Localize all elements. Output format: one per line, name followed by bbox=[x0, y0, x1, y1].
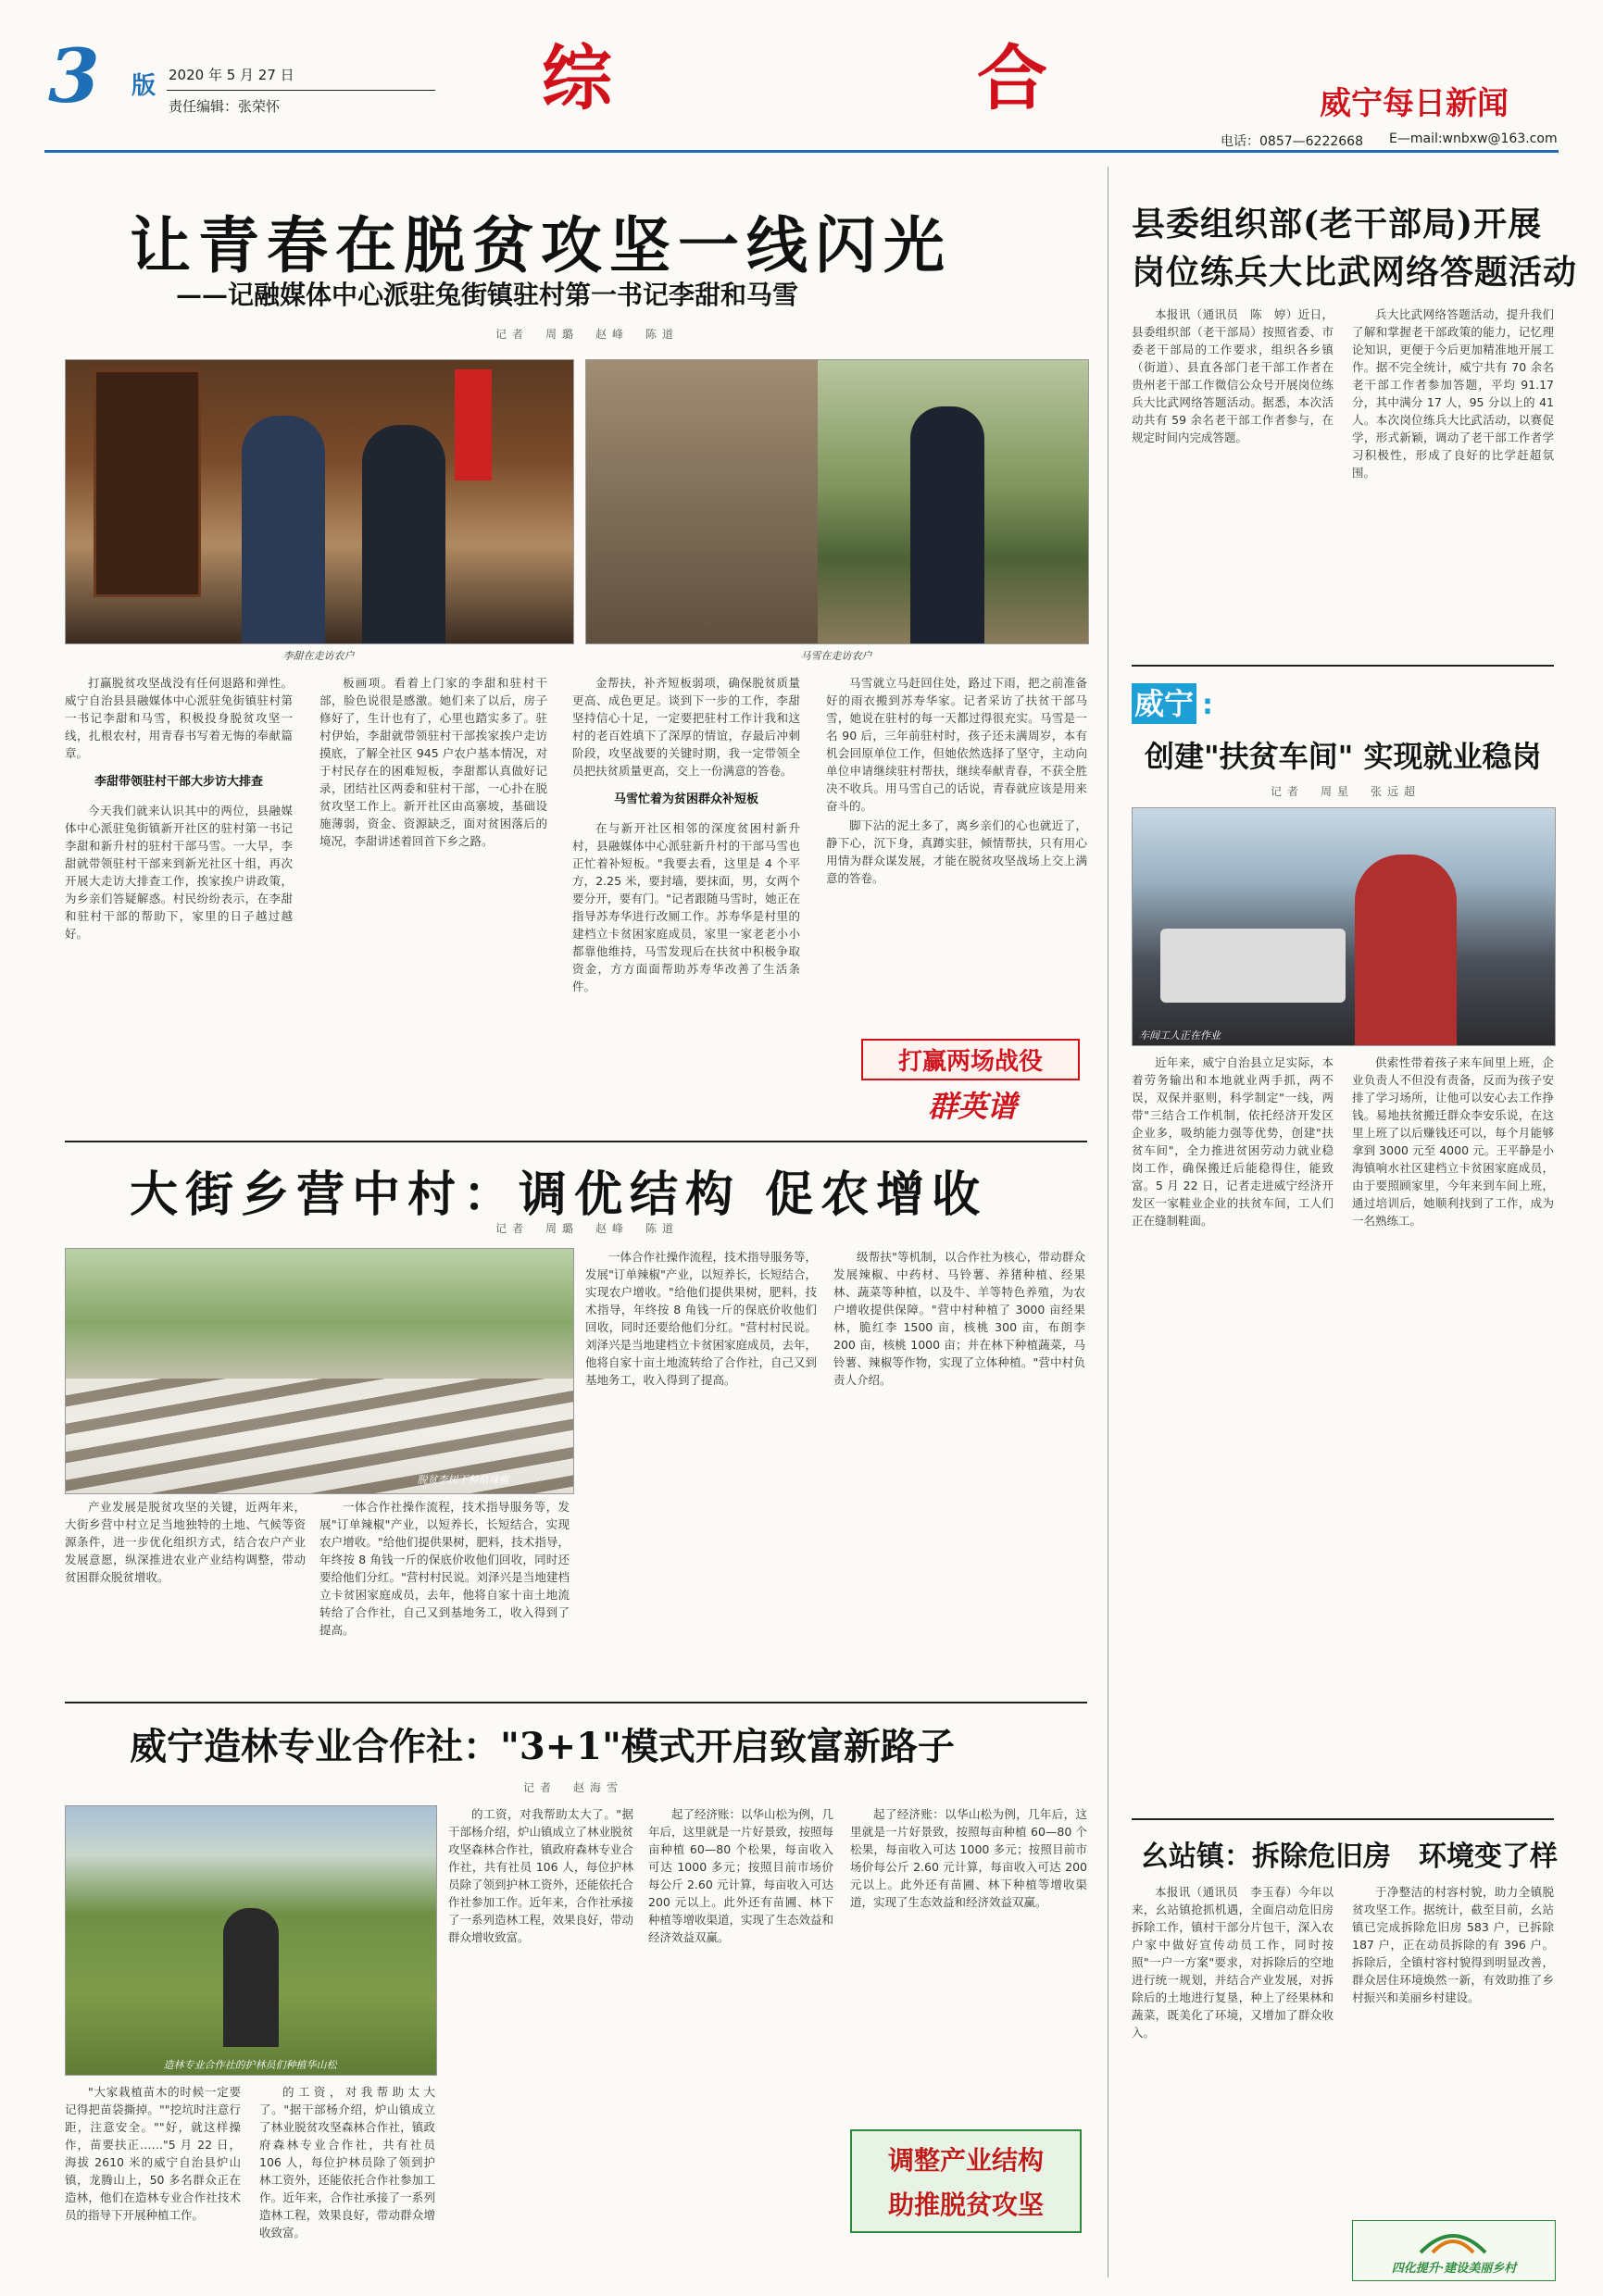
page-number: 3 bbox=[48, 32, 100, 119]
article-1-subtitle: ——记融媒体中心派驻兔街镇驻村第一书记李甜和马雪 bbox=[176, 280, 799, 310]
article-6-column-1 bbox=[1132, 1883, 1334, 2272]
article-1-col-4-para-1: 马雪就立马赶回住处，路过下雨，把之前准备好的雨衣搬到苏寿华家。记者采访了扶贫干部马雪，她说在驻村的每一天都过得很充实。马雪是一名 90 后，三年前驻村时，孩子还未满周岁，本有机会回原单位工作，但她依然选择了坚守，主动向单位申请继续驻村帮扶，继续奉献青春，不获全胜决不收兵。用马雪自己的话说，青春就应该是用来奋斗的。 bbox=[826, 676, 1087, 813]
masthead-phone: 电话：0857—6222668 bbox=[1221, 134, 1363, 149]
article-1-col-3-para-2: 在与新开社区相邻的深度贫困村新升村，县融媒体中心派驻新升村的干部马雪也正忙着补短板。"我要去看，这里是 4 个平方，2.25 米，要封墙，要抹面，男，女两个要分开，要有门。"记者跟随马雪时，她正在指导苏寿华进行改厕工作。苏寿华是村里的建档立卡贫困家庭成员，家里一家老老小小都靠他维持，马雪发现后在扶贫中积极争取资金，方方面面帮助苏寿华改善了生活条件。 bbox=[572, 821, 800, 993]
article-6-column-2 bbox=[1352, 1883, 1554, 2216]
article-5-column-4 bbox=[648, 1805, 833, 2282]
article-2-title-line-2: 岗位练兵大比武网络答题活动 bbox=[1132, 253, 1578, 292]
article-3-title: 创建"扶贫车间" 实现就业稳岗 bbox=[1145, 739, 1542, 774]
article-4-byline: 记者 周璐 赵峰 陈道 bbox=[495, 1222, 680, 1235]
article-3-region-label: 威宁 bbox=[1132, 683, 1196, 724]
article-1-col-1-para-2: 今天我们就来认识其中的两位，县融媒体中心派驻兔街镇新开社区的驻村第一书记李甜和新升村的驻村干部马雪。一大早，李甜就带领驻村干部来到新光社区十组，再次开展大走访大排查工作，挨家挨户讲政策，为乡亲们答疑解惑。村民纷纷表示，在李甜和驻村干部的帮助下，家里的日子越过越好。 bbox=[65, 804, 293, 941]
article-1-col-1-para-1: 打赢脱贫攻坚战没有任何退路和弹性。威宁自治县县融媒体中心派驻兔街镇驻村第一书记李甜和马雪，积极投身脱贫攻坚一线，扎根农村，用青春书写着无悔的奉献篇章。 bbox=[65, 676, 293, 760]
article-6-col-2-para: 于净整洁的村容村貌，助力全镇脱贫攻坚工作。据统计，截至目前，幺站镇已完成拆除危旧房 583 户，已拆除 187 户，正在动员拆除的有 396 户。拆除后，全镇村容村貌得到明显改善，群众居住环境焕然一新，有效助推了乡村振兴和美丽乡村建设。 bbox=[1352, 1885, 1554, 2004]
village-logo-icon bbox=[1416, 2223, 1490, 2254]
issue-date: 2020 年 5 月 27 日 bbox=[169, 67, 294, 83]
article-1-col-2-para-1: 板画项。看着上门家的李甜和驻村干部，脸色说很是感激。她们来了以后，房子修好了，生计也有了，心里也踏实多了。驻村伊始，李甜就带领驻村干部挨家挨户走访摸底，了解全社区 945 户农户基本情况，对于村民存在的困难短板，李甜都认真做好记录，团结社区两委和驻村干部，一心扑在脱贫攻坚工作上。新开社区由高寨坡，基础设施薄弱，资金、资源缺乏，面对贫困落后的境况，李甜讲述着回首下乡之路。 bbox=[319, 676, 547, 848]
article-5-column-3 bbox=[448, 1805, 633, 2282]
editor-credit: 责任编辑：张荣怀 bbox=[169, 98, 281, 115]
article-2-bottom-rule bbox=[1132, 665, 1554, 667]
photo-person-2 bbox=[362, 425, 445, 643]
article-1-photo-2 bbox=[585, 359, 1089, 644]
photo-sewing-machine bbox=[1160, 929, 1346, 1003]
article-5-byline: 记者 赵海雪 bbox=[523, 1781, 624, 1794]
article-5-col-3-para: 的工资，对我帮助太大了。"据干部杨介绍，炉山镇成立了林业脱贫攻坚森林合作社，镇政府森林专业合作社，共有社员 106 人，每位护林员除了领到护林工资外，还能依托合作社参加工作。近年来，合作社承接了一系列造林工程，效果良好，带动群众增收致富。 bbox=[448, 1807, 633, 1944]
article-5-col-5-para: 起了经济账：以华山松为例，几年后，这里就是一片好景致，按照每亩种植 60—80 个松果，每亩收入可达 1000 多元；按照目前市场价每公斤 2.60 元计算，每亩收入可达 200 元以上。此外还有苗圃、林下种植等增收渠道，实现了生态效益和经济效益双赢。 bbox=[850, 1807, 1087, 1909]
article-1-col-3-para-1: 金帮扶，补齐短板弱项，确保脱贫质量更高、成色更足。谈到下一步的工作，李甜坚持信心十足，一定要把驻村工作计我和这村的老百姓填下了深厚的情谊，存最后冲刺阶段，攻坚战要的关键时期，我一定带领全员把扶贫质量更高，交上一份满意的答卷。 bbox=[572, 676, 800, 778]
article-2-col-1-para: 本报讯（通讯员 陈 婷）近日，县委组织部（老干部局）按照省委、市委老干部局的工作要求，组织各乡镇（街道）、县直各部门老干部工作者在贵州老干部工作微信公众号开展岗位练兵大比武网络答题活动。据悉，本次活动共有 59 余名老干部工作者参与，在规定时间内完成答题。 bbox=[1132, 307, 1334, 444]
masthead-email: E—mail:wnbxw@163.com bbox=[1389, 131, 1558, 146]
page-suffix: 版 bbox=[131, 72, 157, 100]
article-2-column-1 bbox=[1132, 306, 1334, 657]
article-5-banner-line-2: 助推脱贫攻坚 bbox=[887, 2190, 1044, 2220]
article-6-logo bbox=[1352, 2220, 1556, 2281]
photo-house-wall bbox=[586, 360, 818, 643]
newspaper-name: 威宁每日新闻 bbox=[1320, 85, 1509, 122]
article-1-banner bbox=[861, 1039, 1076, 1131]
photo-person-3 bbox=[910, 406, 984, 643]
article-4-col-4-para: 级帮扶"等机制，以合作社为核心，带动群众发展辣椒、中药材、马铃薯、养猪种植、经果林、蔬菜等种植，以及牛、羊等特色养殖，为农户增收提供保障。"营中村种植了 3000 亩经果林，脆红李 1500 亩，核桃 300 亩，布朗李 200 亩，核桃 1000 亩；并在林下种植蔬菜，马铃薯、辣椒等作物，实现了立体种植。"营中村负责人介绍。 bbox=[833, 1250, 1085, 1387]
photo-person-1 bbox=[242, 416, 325, 643]
article-1-caption-2: 马雪在走访农户 bbox=[800, 650, 872, 662]
article-2-col-2-para: 兵大比武网络答题活动，提升我们了解和掌握老干部政策的能力，记忆理论知识，更便于今后更加精准地开展工作。据不完全统计，威宁共有 70 余名老干部工作者参加答题，平均 91.17 分，其中满分 17 人，95 分以上的 41 人。本次岗位练兵大比武活动，以赛促学，形式新颖，调动了老干部工作者学习积极性，形成了良好的比学赶超氛围。 bbox=[1352, 307, 1554, 480]
article-3-photo bbox=[1132, 807, 1556, 1046]
article-5-column-1 bbox=[65, 2083, 241, 2282]
masthead-date-rule bbox=[167, 90, 435, 91]
article-1-col-4-para-2: 脚下沾的泥土多了，离乡亲们的心也就近了，静下心，沉下身，真蹲实驻，倾情帮扶，只有用心用情为群众谋发展，才能在脱贫攻坚战场上交上满意的答卷。 bbox=[826, 818, 1087, 885]
article-1-title: 让青春在脱贫攻坚一线闪光 bbox=[130, 209, 952, 281]
section-title-char-1: 综 bbox=[542, 37, 612, 119]
article-5-banner bbox=[850, 2129, 1082, 2233]
article-6-col-1-para: 本报讯（通讯员 李玉春）今年以来，幺站镇抢抓机遇，全面启动危旧房拆除工作，镇村干部分片包干，深入农户家中做好宣传动员工作，同时按照"一户一方案"要求，对拆除后的空地进行统一规划，并结合产业发展，对拆除后的土地进行复垦，种上了经果林和蔬菜，既美化了环境，又增加了群众收入。 bbox=[1132, 1885, 1334, 2040]
article-3-column-2 bbox=[1352, 1054, 1554, 1813]
article-1-caption-1: 李甜在走访农户 bbox=[282, 650, 355, 662]
article-1-subhead-2: 马雪忙着为贫困群众补短板 bbox=[613, 792, 758, 806]
article-1-banner-line-2: 群英谱 bbox=[927, 1089, 1017, 1124]
masthead-rule bbox=[44, 150, 1559, 153]
article-1-subhead-1: 李甜带领驻村干部大步访大排查 bbox=[94, 775, 263, 789]
article-3-col-2-para: 供索性带着孩子来车间里上班，企业负责人不但没有责备，反而为孩子安排了学习场所，让他可以安心去工作挣钱。易地扶贫搬迁群众李安乐说，在这里上班了以后赚钱还可以，每个月能够拿到 3000 元至 4000 元。王平静是小海镇响水社区建档立卡贫困家庭成员，由于要照顾家里，今年来到车间上班，通过培训后，她顺利找到了工作，成为一名熟练工。 bbox=[1352, 1055, 1554, 1228]
article-4-column-1 bbox=[65, 1498, 306, 1694]
article-5-banner-line-1: 调整产业结构 bbox=[887, 2145, 1044, 2176]
article-1-column-4 bbox=[826, 674, 1087, 1035]
article-2-title-line-1: 县委组织部(老干部局)开展 bbox=[1132, 205, 1543, 243]
article-3-region-colon-icon: : bbox=[1202, 689, 1213, 721]
article-5-column-2 bbox=[259, 2083, 435, 2282]
article-4-col-1-para: 产业发展是脱贫攻坚的关键，近两年来，大街乡营中村立足当地独特的土地、气候等资源条件，进一步优化组织方式，结合农户产业发展意愿，纵深推进农业产业结构调整，带动贫困群众脱贫增收。 bbox=[65, 1500, 306, 1584]
article-2-column-2 bbox=[1352, 306, 1554, 657]
article-4-col-3-para: 一体合作社操作流程，技术指导服务等，发展"订单辣椒"产业，以短养长，长短结合，实现农户增收。"给他们提供果树，肥料，技术指导，年终按 8 角钱一斤的保底价收他们回收，同时还要给他们分红。"营村村民说。刘泽兴是当地建档立卡贫困家庭成员，去年，他将自家十亩土地流转给了合作社，自己又到基地务工，收入得到了提高。 bbox=[585, 1250, 817, 1387]
article-6-title: 幺站镇：拆除危旧房 环境变了样 bbox=[1141, 1841, 1558, 1873]
photo-planter bbox=[223, 1908, 279, 2047]
article-3-photo-caption: 车间工人正在作业 bbox=[1139, 1029, 1221, 1042]
section-title-char-2: 合 bbox=[977, 37, 1047, 119]
article-4-title: 大街乡营中村：调优结构 促农增收 bbox=[130, 1167, 988, 1223]
article-5-photo-caption: 造林专业合作社的护林员们种植华山松 bbox=[163, 2059, 337, 2071]
article-5-column-5 bbox=[850, 1805, 1087, 2120]
article-5-photo bbox=[65, 1805, 437, 2076]
article-4-photo bbox=[65, 1248, 574, 1494]
article-4-col-2-para: 一体合作社操作流程，技术指导服务等，发展"订单辣椒"产业，以短养长，长短结合，实现农户增收。"给他们提供果树，肥料，技术指导，年终按 8 角钱一斤的保底价收他们回收，同时还要给他们分红。"营村村民说。刘泽兴是当地建档立卡贫困家庭成员，去年，他将自家十亩土地流转给了合作社，自己又到基地务工，收入得到了提高。 bbox=[319, 1500, 570, 1637]
article-6-logo-text: 四化提升·建设美丽乡村 bbox=[1391, 2262, 1517, 2276]
article-3-byline: 记者 周星 张远超 bbox=[1271, 785, 1421, 798]
article-1-photo-1 bbox=[65, 359, 574, 644]
article-1-byline: 记者 周璐 赵峰 陈道 bbox=[495, 328, 680, 341]
article-5-title: 威宁造林专业合作社："3+1"模式开启致富新路子 bbox=[130, 1725, 955, 1768]
photo-worker bbox=[1355, 855, 1457, 1045]
photo-couplet bbox=[455, 369, 492, 480]
article-5-col-2-para: 的工资，对我帮助太大了。"据干部杨介绍，炉山镇成立了林业脱贫攻坚森林合作社，镇政府森林专业合作社，共有社员 106 人，每位护林员除了领到护林工资外，还能依托合作社参加工作。近年来，合作社承接了一系列造林工程，效果良好，带动群众增收致富。 bbox=[259, 2085, 435, 2240]
photo-door-panel bbox=[94, 369, 201, 597]
article-4-column-3 bbox=[585, 1248, 817, 1694]
article-3-bottom-rule bbox=[1132, 1818, 1554, 1820]
article-5-col-1-para: "大家栽植苗木的时候一定要记得把苗袋撕掉。""挖坑时注意行距，注意安全。""好，就这样操作，苗要扶正……"5 月 22 日，海拔 2610 米的威宁自治县炉山镇，龙腾山上，50 多名群众正在造林，他们在造林专业合作社技术员的指导下开展种植工作。 bbox=[65, 2085, 241, 2222]
article-5-col-4-para: 起了经济账：以华山松为例，几年后，这里就是一片好景致，按照每亩种植 60—80 个松果，每亩收入可达 1000 多元；按照目前市场价每公斤 2.60 元计算，每亩收入可达 200 元以上。此外还有苗圃、林下种植等增收渠道，实现了生态效益和经济效益双赢。 bbox=[648, 1807, 833, 1944]
article-1-banner-line-1: 打赢两场战役 bbox=[861, 1039, 1080, 1080]
article-3-col-1-para: 近年来，威宁自治县立足实际，本着劳务输出和本地就业两手抓，两不误，双保并驱则，科学制定"一线，两带"三结合工作机制，依托经济开发区企业多，吸纳能力强等优势，创建"扶贫车间"，全力推进贫困劳动力就业稳岗工作，确保搬迁后能稳得住，能致富。5 月 22 日，记者走进威宁经济开发区一家鞋业企业的扶贫车间，工人们正在缝制鞋面。 bbox=[1132, 1055, 1334, 1228]
article-4-column-2 bbox=[319, 1498, 570, 1694]
article-4-bottom-rule bbox=[65, 1702, 1087, 1703]
article-3-column-1 bbox=[1132, 1054, 1334, 1813]
article-4-column-4 bbox=[833, 1248, 1085, 1694]
article-1-bottom-rule bbox=[65, 1141, 1087, 1142]
article-4-photo-caption: 脱贫李树下种植辣椒 bbox=[417, 1474, 509, 1486]
